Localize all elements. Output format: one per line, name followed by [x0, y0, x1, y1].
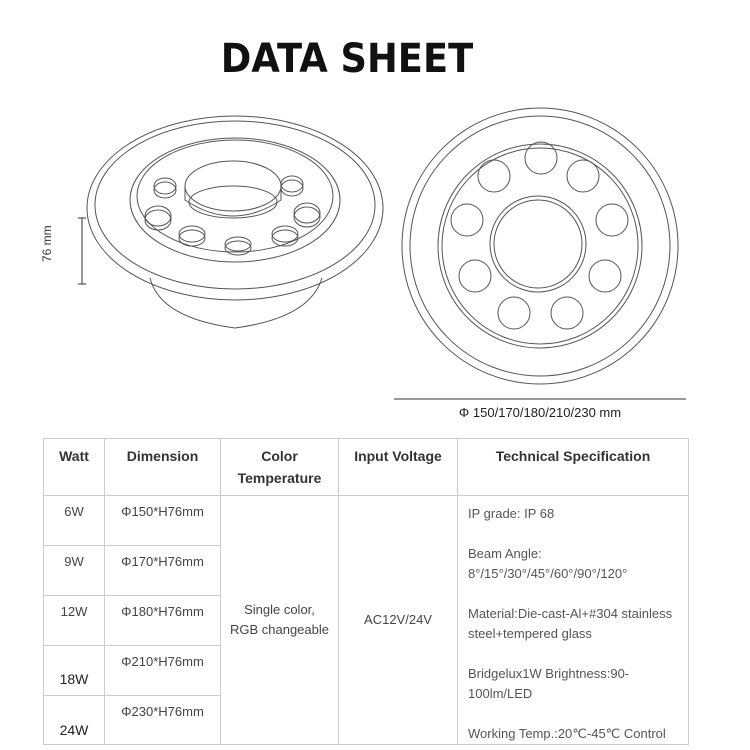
- spec-ip-grade: IP grade: IP 68: [468, 506, 555, 521]
- spec-material-line1: Material:Die-cast-Al+#304 stainless: [468, 606, 673, 621]
- table-header-row: [44, 439, 689, 496]
- color-temperature-line2: RGB changeable: [229, 622, 329, 637]
- top-view-outer: [402, 108, 678, 384]
- fixture-ring: [137, 140, 333, 252]
- header-color-temperature: Color Temperature: [221, 439, 339, 496]
- watt-cell: 24W: [44, 696, 105, 745]
- watt-cell: 18W: [44, 646, 105, 696]
- technical-specification-cell: [458, 496, 689, 745]
- fixture-flange-edge: [130, 138, 340, 262]
- spec-beam-angle-values: 8°/15°/30°/45°/60°/90°/120°: [468, 566, 628, 581]
- fixture-flange-inner: [95, 121, 375, 289]
- top-view-center: [490, 196, 586, 292]
- input-voltage-cell: AC12V/24V: [339, 496, 458, 745]
- page-title: DATA SHEET: [220, 36, 474, 82]
- fixture-flange-outer: [87, 116, 383, 300]
- table-row: [44, 496, 689, 546]
- top-view-ring: [438, 144, 642, 348]
- spec-beam-angle-label: Beam Angle:: [468, 546, 542, 561]
- diameter-dimension-label: Φ 150/170/180/210/230 mm: [458, 405, 622, 420]
- spec-working-temp: Working Temp.:20℃-45℃ Control: [468, 726, 666, 741]
- spec-brightness: Bridgelux1W Brightness:90-100lm/LED: [468, 666, 630, 701]
- watt-cell: 12W: [60, 604, 88, 620]
- color-temperature-cell: [221, 496, 339, 745]
- dimension-cell: Φ180*H76mm: [121, 604, 204, 620]
- header-watt: Watt: [44, 439, 105, 496]
- spec-material-line2: steel+tempered glass: [468, 626, 592, 641]
- watt-cell: 9W: [64, 554, 84, 570]
- header-technical-specification: Technical Specification: [458, 439, 689, 496]
- top-view-outer-2: [410, 116, 670, 376]
- header-input-voltage: Input Voltage: [339, 439, 458, 496]
- dimension-cell: Φ210*H76mm: [121, 654, 204, 670]
- dimension-cell: Φ150*H76mm: [121, 504, 204, 519]
- watt-cell: 6W: [64, 504, 84, 519]
- header-dimension: Dimension: [105, 439, 221, 496]
- top-view-ring-inner: [442, 148, 638, 344]
- dimension-cell: Φ230*H76mm: [121, 704, 204, 720]
- spec-table: [43, 438, 689, 745]
- fixture-base: [150, 278, 322, 328]
- height-dimension-label: 76 mm: [40, 225, 54, 262]
- dimension-cell: Φ170*H76mm: [121, 554, 204, 570]
- color-temperature-line1: Single color,: [244, 602, 315, 617]
